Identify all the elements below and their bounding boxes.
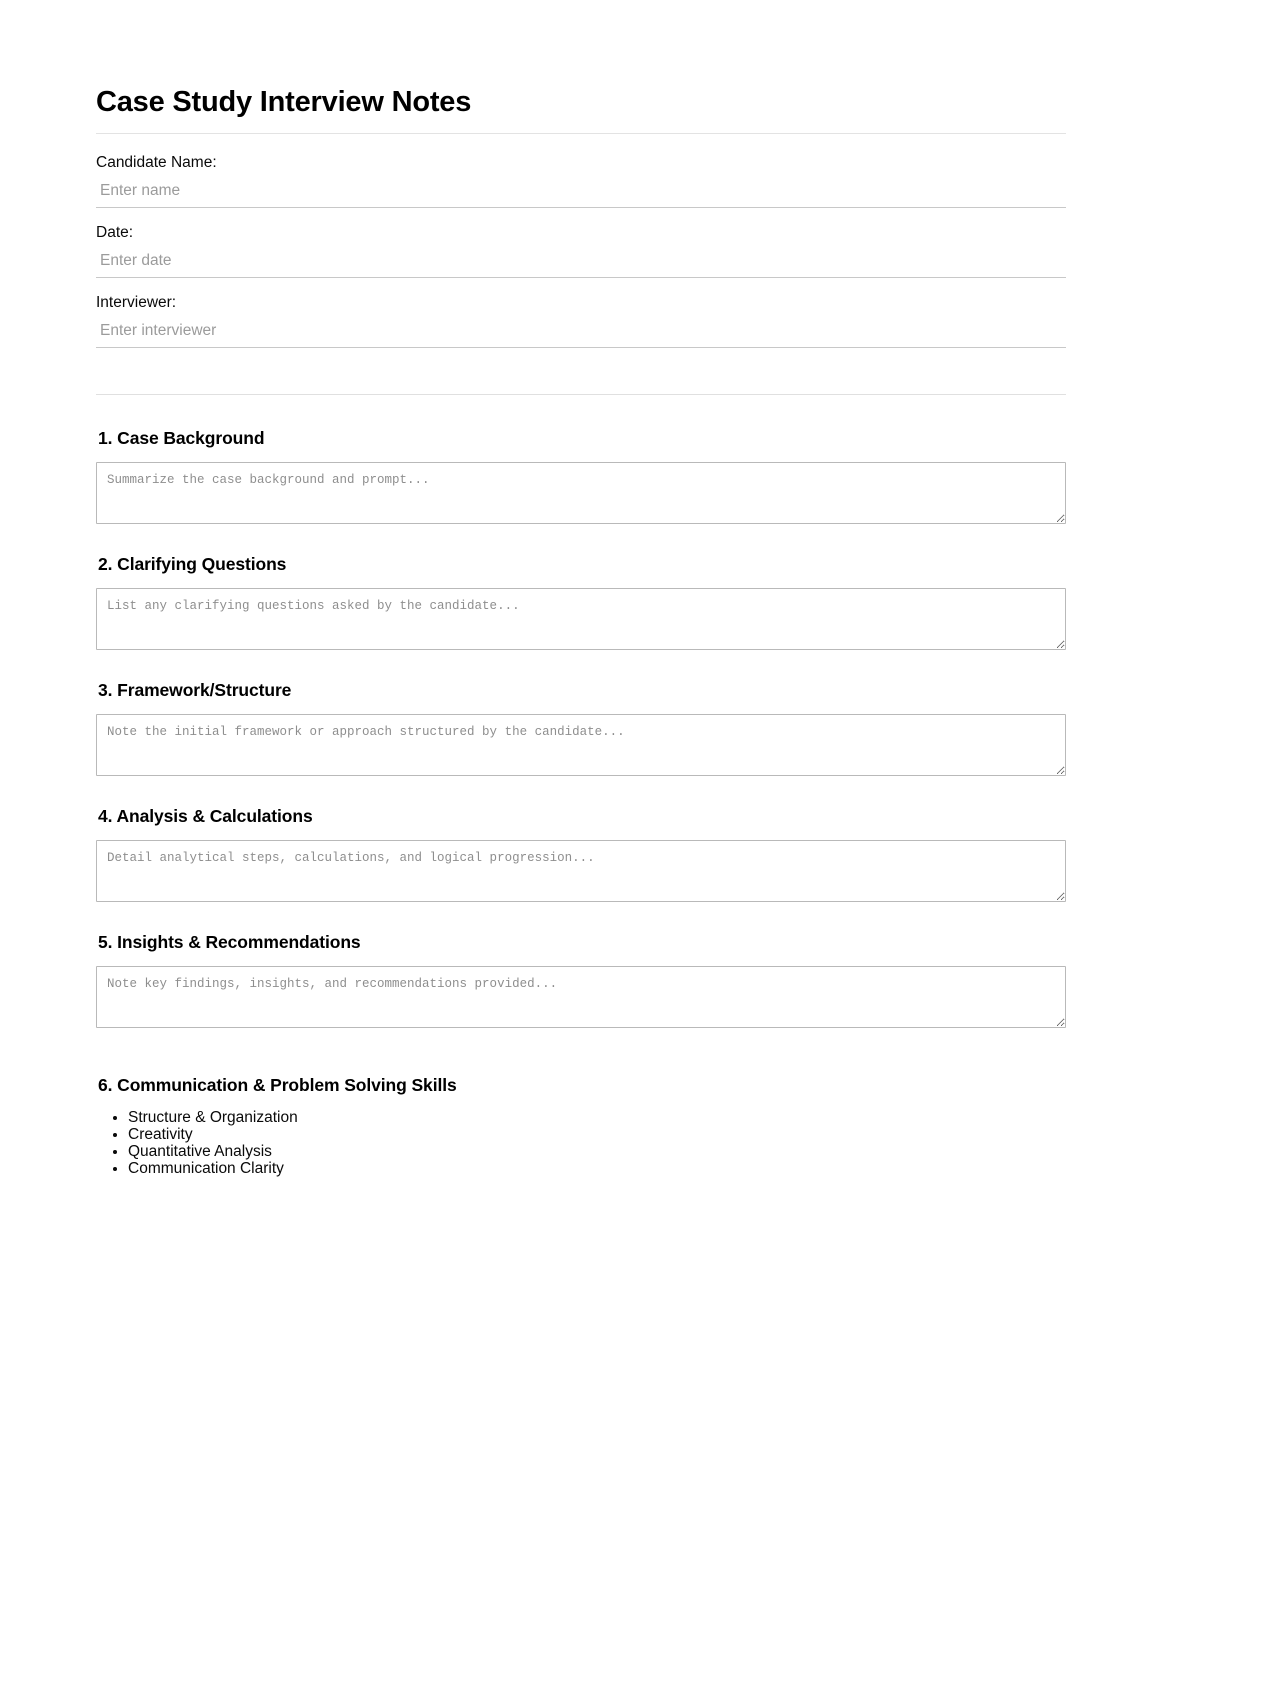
section-clarifying-questions (96, 553, 1066, 650)
candidate-name-label: Candidate Name: (96, 154, 217, 172)
section-analysis-calculations (96, 805, 1066, 902)
insights-recommendations-textarea[interactable] (96, 966, 1066, 1028)
case-background-textarea[interactable] (96, 462, 1066, 524)
page-title: Case Study Interview Notes (96, 86, 472, 118)
section-4-heading: 4. Analysis & Calculations (98, 806, 313, 827)
section-3-heading: 3. Framework/Structure (98, 680, 292, 701)
title-divider (96, 133, 1066, 134)
list-item: • Structure & Organization (128, 1109, 1066, 1126)
section-1-heading: 1. Case Background (98, 428, 265, 449)
section-communication-problem-solving (96, 1074, 1066, 1177)
candidate-name-input[interactable] (96, 178, 1066, 208)
meta-fields (96, 153, 1066, 348)
field-interviewer (96, 293, 1066, 348)
clarifying-questions-textarea[interactable] (96, 588, 1066, 650)
field-date (96, 223, 1066, 278)
field-candidate-name (96, 153, 1066, 208)
date-label: Date: (96, 224, 134, 242)
list-item: • Communication Clarity (128, 1160, 1066, 1177)
framework-structure-textarea[interactable] (96, 714, 1066, 776)
section-5-heading: 5. Insights & Recommendations (98, 932, 361, 953)
date-input[interactable] (96, 248, 1066, 278)
meta-section-divider (96, 394, 1066, 395)
section-case-background (96, 427, 1066, 524)
skills-list (96, 1109, 1066, 1177)
list-item: • Quantitative Analysis (128, 1143, 1066, 1160)
section-insights-recommendations (96, 931, 1066, 1028)
document-content (96, 86, 1066, 1177)
section-6-heading: 6. Communication & Problem Solving Skills (98, 1075, 457, 1096)
section-framework-structure (96, 679, 1066, 776)
section-2-heading: 2. Clarifying Questions (98, 554, 287, 575)
list-item: • Creativity (128, 1126, 1066, 1143)
interviewer-input[interactable] (96, 318, 1066, 348)
analysis-calculations-textarea[interactable] (96, 840, 1066, 902)
interviewer-label: Interviewer: (96, 294, 177, 312)
